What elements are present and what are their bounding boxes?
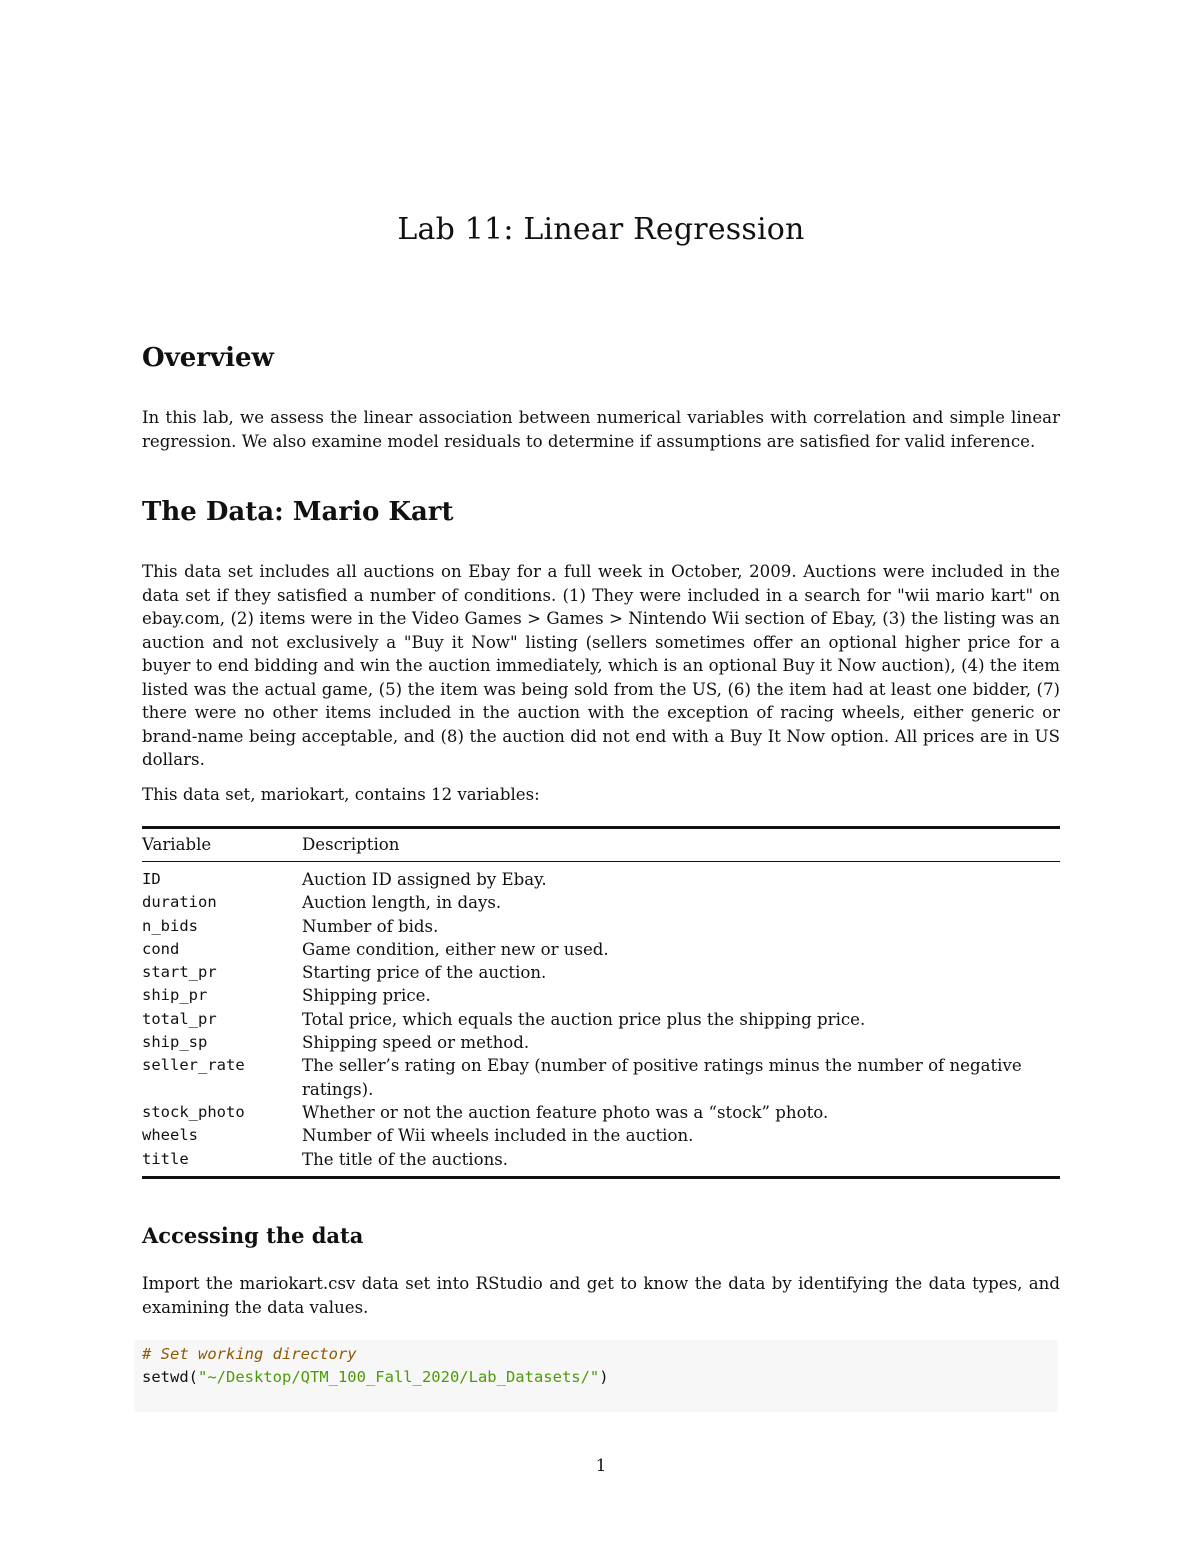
table-header-row [142,828,1060,862]
table-row [142,891,1060,914]
accessing-data-paragraph: Import the mariokart.csv data set into RStudio and get to know the data by identifying the data types, and examining the data values. [142,1274,1060,1317]
document-page [142,0,1060,1553]
variable-name: stock_photo [142,1102,245,1121]
table-row [142,1008,1060,1031]
variable-name: title [142,1149,189,1168]
variable-name: start_pr [142,963,217,982]
variable-name: duration [142,893,217,912]
code-function: setwd( [142,1368,198,1386]
variables-table [142,826,1060,1179]
table-row [142,984,1060,1007]
overview-heading: Overview [142,343,274,373]
table-row [142,961,1060,984]
data-description-paragraph: This data set includes all auctions on Ebay for a full week in October, 2009. Auctions were included in the data set if they satisfied a number of conditions. (1) They were included in a search for "wii mario kart" on ebay.com, (2) items were in the Video Games > Games > Nintendo Wii section of Ebay, (3) the listing was an auction and not exclusively a "Buy it Now" listing (sellers sometimes offer an optional higher price for a buyer to end bidding and win the auction immediately, which is an optional Buy it Now auction), (4) the item listed was the actual game, (5) the item was being sold from the US, (6) the item had at least one bidder, (7) there were no other items included in the auction with the exception of racing wheels, either generic or brand-name being acceptable, and (8) the auction did not end with a Buy It Now option. All prices are in US dollars. [142,562,1060,769]
variable-name: seller_rate [142,1056,245,1075]
table-row [142,862,1060,892]
table-row [142,1124,1060,1147]
table-row [142,1054,1060,1101]
variable-name: ship_sp [142,1033,208,1052]
code-close-paren: ) [599,1368,609,1386]
page-number: 1 [595,1456,607,1475]
document-title: Lab 11: Linear Regression [397,212,805,247]
table-intro-paragraph: This data set, mariokart, contains 12 variables: [142,785,540,804]
table-row [142,915,1060,938]
variable-description: Shipping price. [302,986,431,1006]
header-variable: Variable [142,828,302,862]
variable-description: The seller’s rating on Ebay (number of positive ratings minus the number of negative ratings). [302,1056,1022,1099]
variable-description: Whether or not the auction feature photo was a “stock” photo. [302,1102,829,1122]
variable-name: ID [142,870,161,888]
header-description: Description [302,828,1060,862]
table-row [142,1031,1060,1054]
variable-name: wheels [142,1126,198,1145]
accessing-data-heading: Accessing the data [142,1223,364,1248]
code-comment-line [142,1343,357,1366]
code-block [134,1340,1058,1412]
variable-description: Auction ID assigned by Ebay. [302,870,547,889]
overview-paragraph: In this lab, we assess the linear association between numerical variables with correlation and simple linear regression. We also examine model residuals to determine if assumptions are satisfied for valid inference. [142,408,1060,451]
variable-description: Number of bids. [302,916,439,936]
variable-name: ship_pr [142,986,208,1005]
variable-name: total_pr [142,1009,217,1028]
variable-description: Starting price of the auction. [302,963,547,983]
variable-description: Shipping speed or method. [302,1033,530,1053]
table-row [142,1148,1060,1178]
data-section-heading: The Data: Mario Kart [142,497,454,527]
variable-name: cond [142,939,180,958]
variable-name: n_bids [142,916,198,935]
variable-description: Number of Wii wheels included in the auction. [302,1126,694,1146]
code-statement-line [142,1366,609,1389]
code-string: "~/Desktop/QTM_100_Fall_2020/Lab_Datasets/" [198,1368,600,1386]
table-row [142,938,1060,961]
table-row [142,1101,1060,1124]
variable-description: Auction length, in days. [302,893,502,913]
code-comment: # Set working directory [142,1345,357,1363]
variable-description: Game condition, either new or used. [302,939,609,959]
variable-description: Total price, which equals the auction price plus the shipping price. [302,1009,866,1029]
variable-description: The title of the auctions. [302,1149,509,1169]
